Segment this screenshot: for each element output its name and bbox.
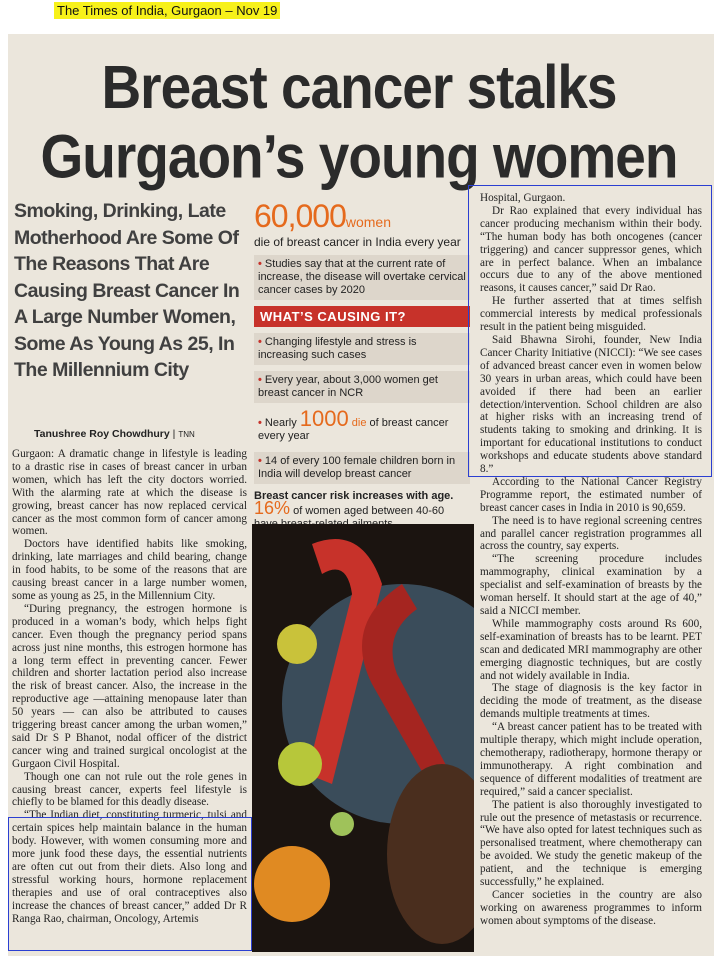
infobox-big-suffix: women	[345, 214, 392, 230]
bullet-icon: •	[258, 258, 265, 270]
source-label: The Times of India, Gurgaon – Nov 19	[54, 2, 280, 19]
paragraph: Hospital, Gurgaon.	[480, 192, 566, 204]
infobox-item-text: of breast cancer every year	[258, 417, 449, 442]
infobox-causing-title: WHAT’S CAUSING IT?	[254, 306, 470, 327]
byline-agency: TNN	[178, 430, 195, 439]
infobox-item-text: Studies say that at the current rate of increase, the disease will overtake cervical cancer cases by 2020	[258, 258, 466, 296]
paragraph: “During pregnancy, the estrogen hormone is produced in a woman’s body, which helps fight cancer. Even though the pregnancy period spans across just nine months, this estrogen hormone has a long term effect in preventing cancer. Fewer children and shorter lactation period also increase the risk of breast cancer. Also, the increase in the reproductive age —attaining menopause later than 50 years — can also be attributed to causes triggering breast cancer among the urban women,” said Dr S P Bhanot, nodal officer of the district cancer wing and trained surgical oncologist at the Gurgaon Civil Hospital.	[12, 602, 247, 770]
paragraph: He further asserted that at times selfish commercial interests by medical professionals result in the patient being misguided.	[480, 295, 702, 334]
cancer-cells-illustration	[252, 524, 474, 952]
deck: Smoking, Drinking, Late Motherhood Are Some Of The Reasons That Are Causing Breast Cancer In A Large Number Women, Some As Young As 25, In The Millennium City	[14, 200, 240, 381]
paragraph: The patient is also thoroughly investigated to rule out the presence of metastasis or recurrence. “We have also opted for latest techniques such as personalised treatment, where chemotherapy can be avoided. We study the genetic makeup of the patient, and the technique is emerging successfully,” he explained.	[480, 798, 702, 889]
infobox-item-text: Changing lifestyle and stress is increasing such cases	[258, 336, 417, 361]
infobox-item-text: 14 of every 100 female children born in India will develop breast cancer	[258, 455, 456, 480]
paragraph: According to the National Cancer Registry Programme report, the estimated number of breast cancer cases in India in 2010 is 90,659.	[480, 475, 702, 514]
infobox-risk-text: of women aged between 40-60	[293, 505, 445, 517]
annotation-highlight-box	[468, 185, 712, 477]
paragraph: The stage of diagnosis is the key factor in deciding the mode of treatment, as the disease demands multiple treatments at times.	[480, 682, 702, 721]
paragraph: Doctors have identified habits like smoking, drinking, late marriages and child bearing, change in food habits, to be some of the reasons that are causing breast cancer in a large number women, some as young as 25, in the Millennium City.	[12, 538, 247, 602]
bullet-icon: •	[258, 336, 265, 348]
paragraph: Cancer societies in the country are also working on awareness programmes to inform women about symptoms of the disease.	[480, 888, 702, 927]
infobox-sub: die of breast cancer in India every year	[254, 235, 461, 249]
paragraph: “A breast cancer patient has to be treated with multiple therapy, which might include operation, chemotherapy, radiotherapy, hormone therapy or immunotherapy. A right combination and sequence of different modalities of treatment are required,” said a cancer specialist.	[480, 721, 702, 798]
byline: Tanushree Roy Chowdhury | TNN	[34, 428, 195, 440]
infobox-big-number: 60,000	[254, 198, 346, 234]
paragraph: Though one can not rule out the role genes in causing breast cancer, experts feel lifestyle is chiefly to be blamed for this deadly disease.	[12, 770, 247, 809]
infobox-item	[254, 452, 470, 484]
bullet-icon: •	[258, 417, 265, 429]
infobox	[254, 198, 470, 520]
infobox-item-text: die	[351, 417, 367, 429]
paragraph: While mammography costs around Rs 600, self-examination of breasts has to be learnt. PET scan and dedicated MRI mammography are other emerging diagnostic techniques, but are costly and not widely available in India.	[480, 617, 702, 682]
infobox-item	[254, 371, 470, 403]
infobox-risk-pct: 16%	[254, 498, 291, 518]
headline	[14, 52, 704, 191]
infobox-item-text: Every year, about 3,000 women get breast cancer in NCR	[258, 374, 438, 399]
infobox-item	[254, 255, 470, 300]
paragraph: Dr Rao explained that every individual has cancer producing mechanism within their body. “The human body has both oncogenes (cancer triggering) and cancer suppressor genes, which are in perfect balance. When an imbalance occurs due to any of the above mentioned reasons, it causes cancer,” said Dr Rao.	[480, 204, 702, 295]
infobox-headline	[254, 198, 470, 235]
infobox-item	[254, 333, 470, 365]
bullet-icon: •	[258, 455, 265, 467]
headline-line-2: Gurgaon’s young women	[40, 121, 678, 191]
infobox-item-text: Nearly	[264, 417, 297, 429]
paragraph: “The Indian diet, constituting turmeric, tulsi and certain spices help maintain balance in the human body. However, with women consuming more and more junk food these days, the essential nutrients are often cut out from their diets. Also long and stressful working hours, hormone replacement therapies and use of oral contraceptives also increase the chances of breast cancer,” added Dr R Ranga Rao, chairman, Oncology, Artemis	[12, 809, 247, 925]
infobox-risk-title: Breast cancer risk increases with age.	[254, 490, 454, 502]
annotation-highlight-box	[8, 817, 252, 951]
paragraph: Said Bhawna Sirohi, founder, New India Cancer Charity Initiative (NICCI): “We see cases of advanced breast cancer even in women below 30 years in urban areas, which could have been avoided if there had been an earlier detection/intervention. School children are also at higher risks with an increasing trend of students taking to smoking and drinking. It is important for educational institutions to conduct workshops and educate students above standard 8.”	[480, 333, 702, 476]
paragraph: “The screening procedure includes mammography, clinical examination by a specialist and self-examination of breasts by the woman herself. It should start at the age of 40,” said a NICCI member.	[480, 553, 702, 617]
infobox-item	[254, 406, 470, 446]
paragraph: Gurgaon: A dramatic change in lifestyle is leading to a drastic rise in cases of breast cancer in urban women, which has left the city doctors worried. With the alarming rate at which the disease is growing, breast cancer has now replaced cervical cancer as the most common form of cancer among women.	[12, 448, 247, 538]
bullet-icon: •	[258, 374, 265, 386]
byline-name: Tanushree Roy Chowdhury	[34, 428, 170, 440]
paragraph: The need is to have regional screening centres and parallel cancer registration programmes all across the country, say experts.	[480, 514, 702, 553]
headline-line-1: Breast cancer stalks	[101, 52, 617, 122]
infobox-item-number: 1000	[299, 406, 349, 431]
